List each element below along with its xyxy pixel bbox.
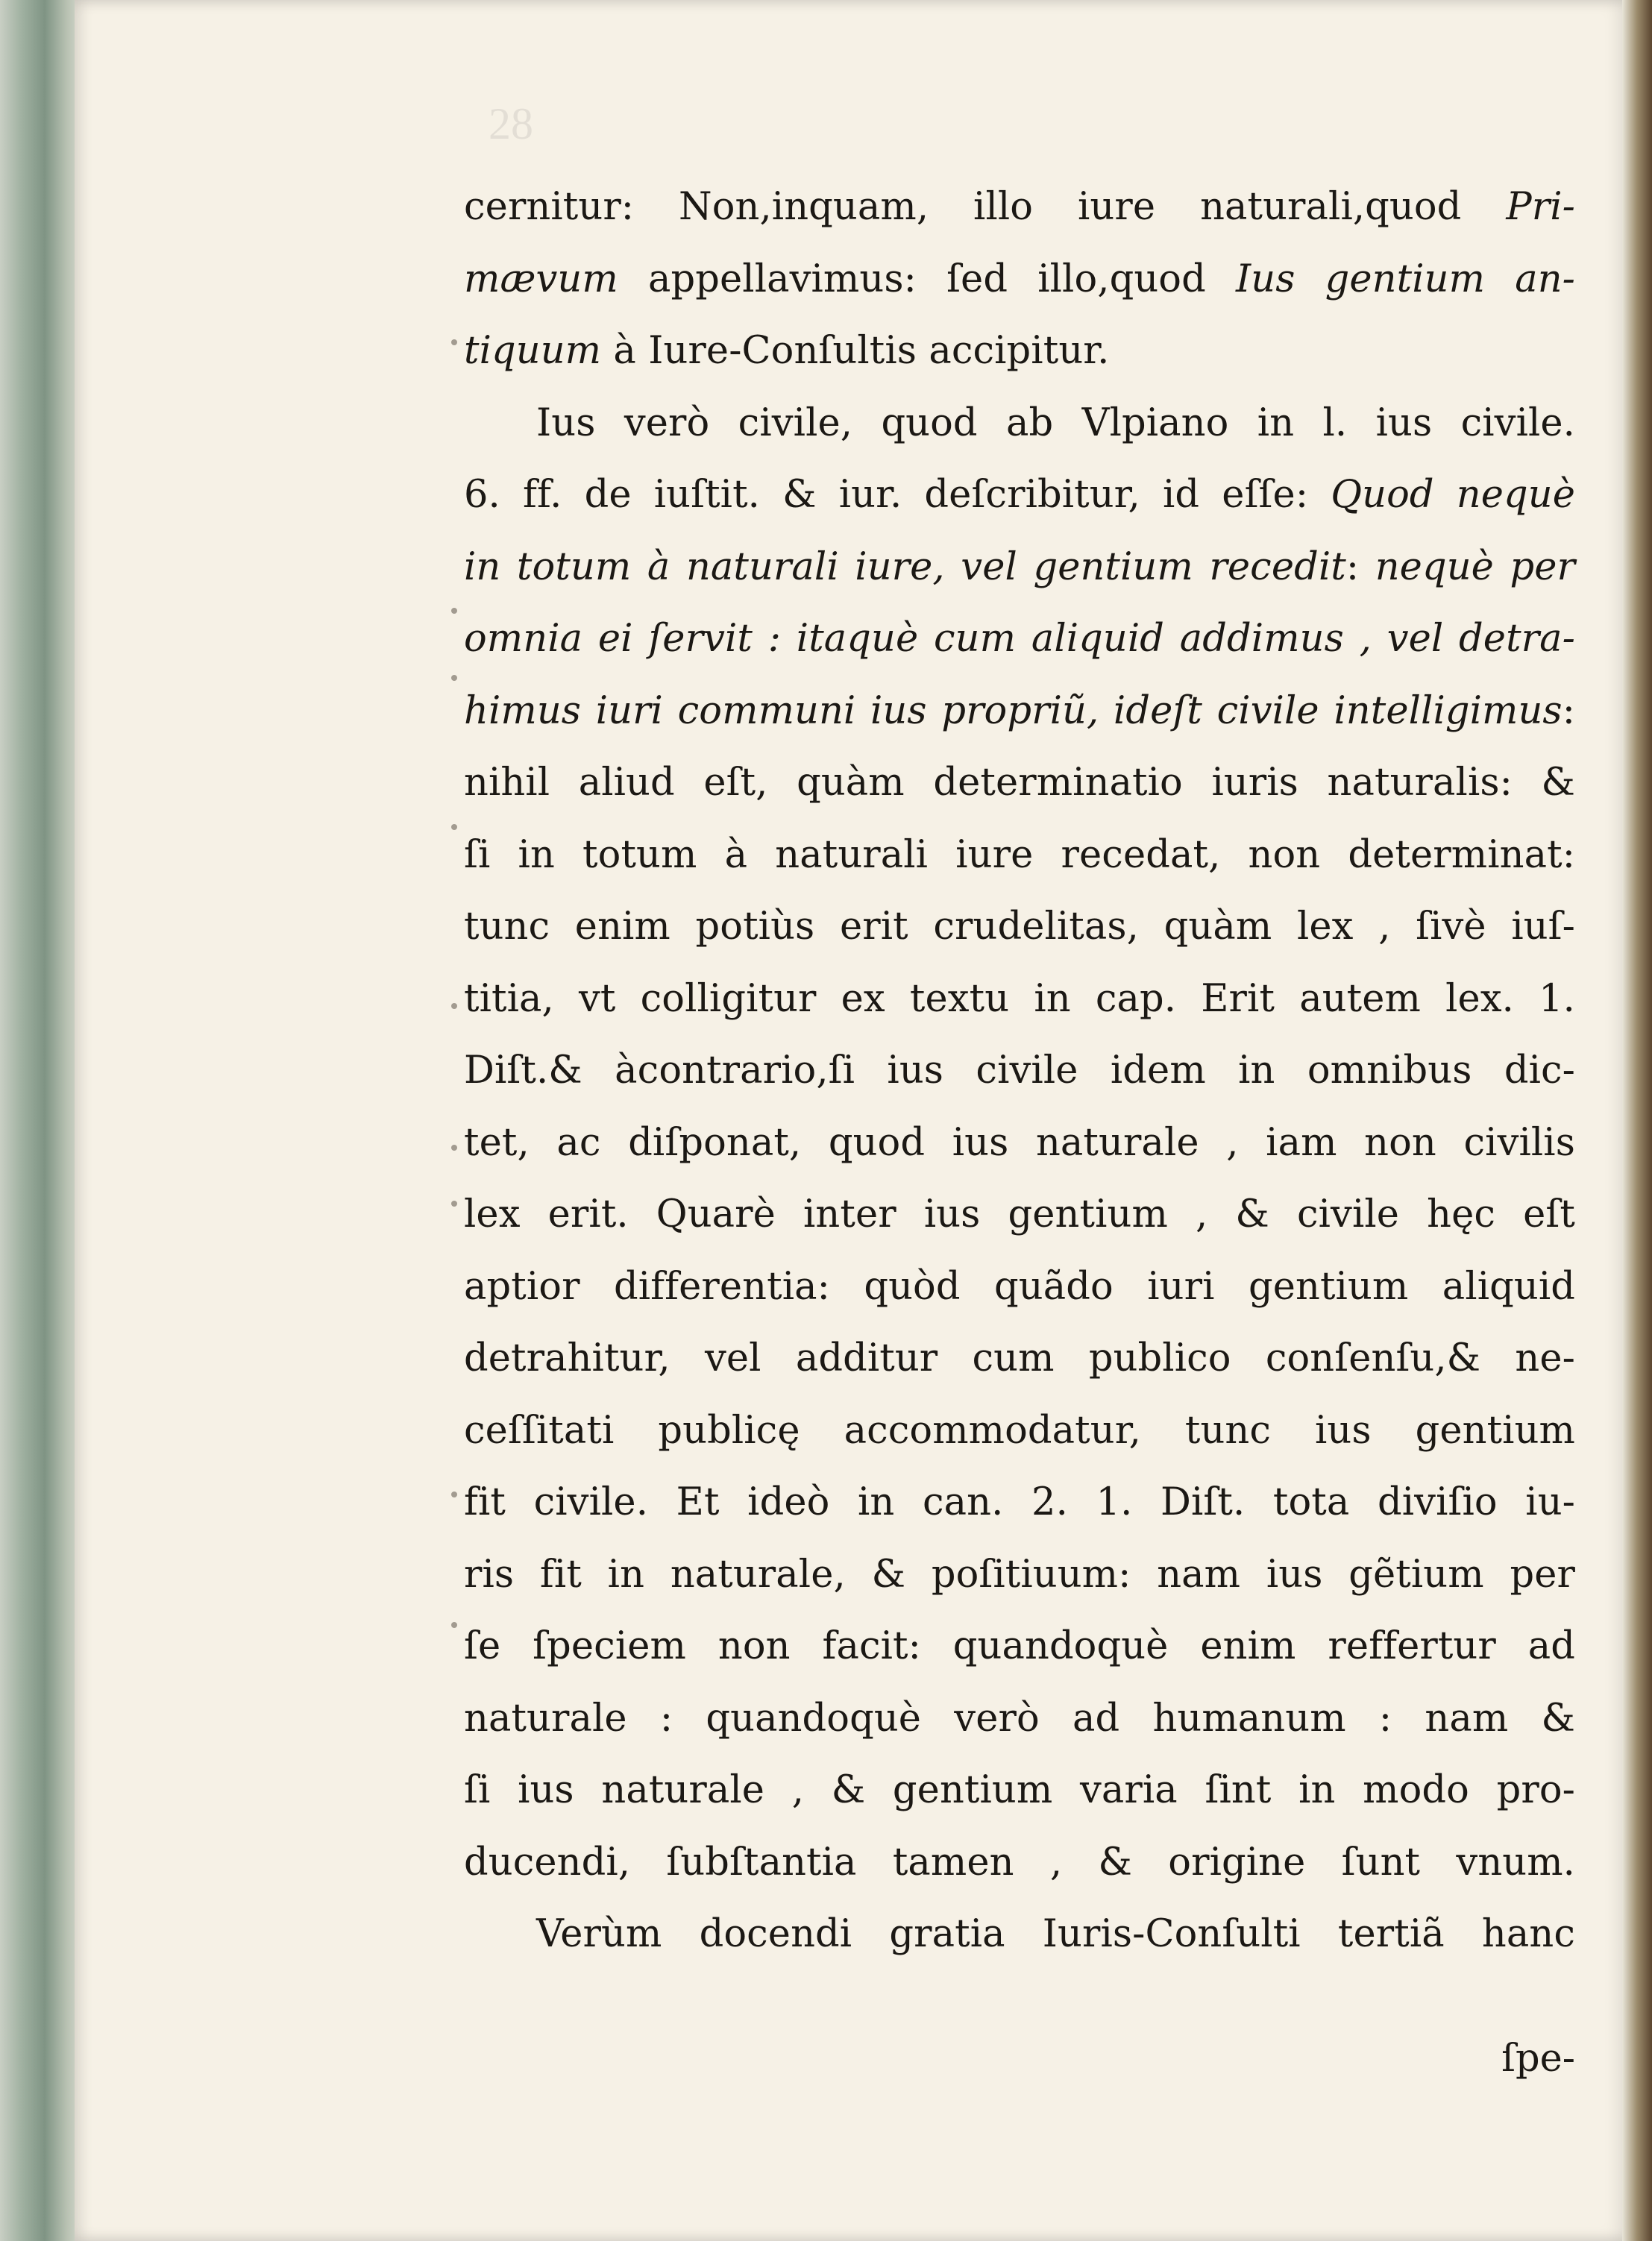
- text-line: [464, 1185, 1575, 1257]
- text-line: [464, 1545, 1575, 1617]
- roman-text: tet, ac diſponat, quod ius naturale , iam non civilis: [464, 1120, 1575, 1165]
- text-line: [464, 538, 1575, 609]
- roman-text: à Iure-Conſultis accipitur.: [601, 329, 1110, 373]
- text-line: [464, 1329, 1575, 1401]
- margin-mark: [451, 1492, 457, 1497]
- margin-mark: [451, 1622, 457, 1628]
- text-line: [464, 753, 1575, 825]
- roman-text: fit civile. Et ideò in can. 2. 1. Diſt. tota diviſio iu-: [464, 1480, 1575, 1524]
- italic-text: in totum à naturali iure, vel gentium recedit: [464, 544, 1346, 589]
- roman-text: naturale : quandoquè verò ad humanum : nam &: [464, 1696, 1575, 1741]
- text-line: [464, 1257, 1575, 1329]
- text-line: [536, 1905, 1575, 1976]
- roman-text: appellavimus: ſed illo,quod: [618, 257, 1237, 301]
- italic-text: nequè per: [1375, 544, 1575, 589]
- roman-text: :: [1345, 544, 1375, 589]
- text-line: [464, 1617, 1575, 1688]
- italic-text: himus iuri communi ius propriũ, ideſt civile intelligimus: [464, 688, 1563, 733]
- roman-text: lex erit. Quarè inter ius gentium , & civile hęc eſt: [464, 1192, 1575, 1236]
- text-line: [464, 465, 1575, 537]
- roman-text: ceſſitati publicę accommodatur, tunc ius gentium: [464, 1408, 1575, 1453]
- roman-text: ſi ius naturale , & gentium varia ſint in modo pro-: [464, 1768, 1575, 1812]
- text-line: [464, 177, 1575, 249]
- text-line: [464, 1761, 1575, 1832]
- margin-mark: [451, 1145, 457, 1151]
- catchword: ſpe-: [1501, 2036, 1575, 2081]
- roman-text: aptior differentia: quòd quãdo iuri gentium aliquid: [464, 1264, 1575, 1309]
- italic-text: omnia ei ſervit : itaquè cum aliquid addimus , vel detra-: [464, 617, 1575, 661]
- bleed-through-page-number: 28: [489, 99, 533, 148]
- roman-text: Ius verò civile, quod ab Vlpiano in l. ius civile.: [536, 400, 1575, 445]
- margin-mark: [451, 1201, 457, 1207]
- margin-mark: [451, 1003, 457, 1009]
- margin-mark: [451, 824, 457, 830]
- text-line: [464, 250, 1575, 321]
- text-line: [464, 321, 1575, 393]
- page-edge-right: [1622, 0, 1652, 2241]
- roman-text: ſe ſpeciem non facit: quandoquè enim reffertur ad: [464, 1624, 1575, 1668]
- text-line: [464, 1473, 1575, 1544]
- text-line: [464, 682, 1575, 753]
- roman-text: Verùm docendi gratia Iuris-Conſulti tertiã hanc: [536, 1912, 1575, 1956]
- text-line: [464, 1113, 1575, 1185]
- italic-text: Pri-: [1506, 185, 1575, 229]
- margin-mark: [451, 339, 457, 345]
- text-line: [536, 394, 1575, 465]
- roman-text: 6. ff. de iuſtit. & iur. deſcribitur, id eſſe:: [464, 473, 1331, 517]
- italic-text: mævum: [464, 257, 618, 301]
- roman-text: ſi in totum à naturali iure recedat, non determinat:: [464, 832, 1575, 877]
- text-line: [464, 826, 1575, 897]
- italic-text: Quod nequè: [1331, 473, 1575, 517]
- roman-text: Diſt.& àcontrario,ſi ius civile idem in omnibus dic-: [464, 1049, 1575, 1093]
- italic-text: tiquum: [464, 329, 602, 373]
- roman-text: detrahitur, vel additur cum publico conſenſu,& ne-: [464, 1336, 1575, 1380]
- text-line: [464, 1833, 1575, 1905]
- roman-text: cernitur: Non,inquam, illo iure naturali,quod: [464, 185, 1507, 229]
- text-line: [464, 1689, 1575, 1761]
- roman-text: tunc enim potiùs erit crudelitas, quàm lex , ſivè iuſ-: [464, 905, 1575, 949]
- roman-text: nihil aliud eſt, quàm determinatio iuris naturalis: &: [464, 761, 1575, 805]
- text-line: [464, 609, 1575, 681]
- margin-mark: [451, 608, 457, 614]
- text-line: [464, 897, 1575, 969]
- italic-text: Ius gentium an-: [1236, 257, 1575, 301]
- roman-text: :: [1562, 688, 1575, 733]
- text-line: [464, 969, 1575, 1041]
- text-line: [464, 1401, 1575, 1473]
- roman-text: titia, vt colligitur ex textu in cap. Erit autem lex. 1.: [464, 976, 1575, 1021]
- roman-text: ducendi, ſubſtantia tamen , & origine ſunt vnum.: [464, 1840, 1575, 1885]
- margin-mark: [451, 675, 457, 681]
- text-line: [464, 1041, 1575, 1113]
- roman-text: ris fit in naturale, & poſitiuum: nam ius gẽtium per: [464, 1552, 1575, 1597]
